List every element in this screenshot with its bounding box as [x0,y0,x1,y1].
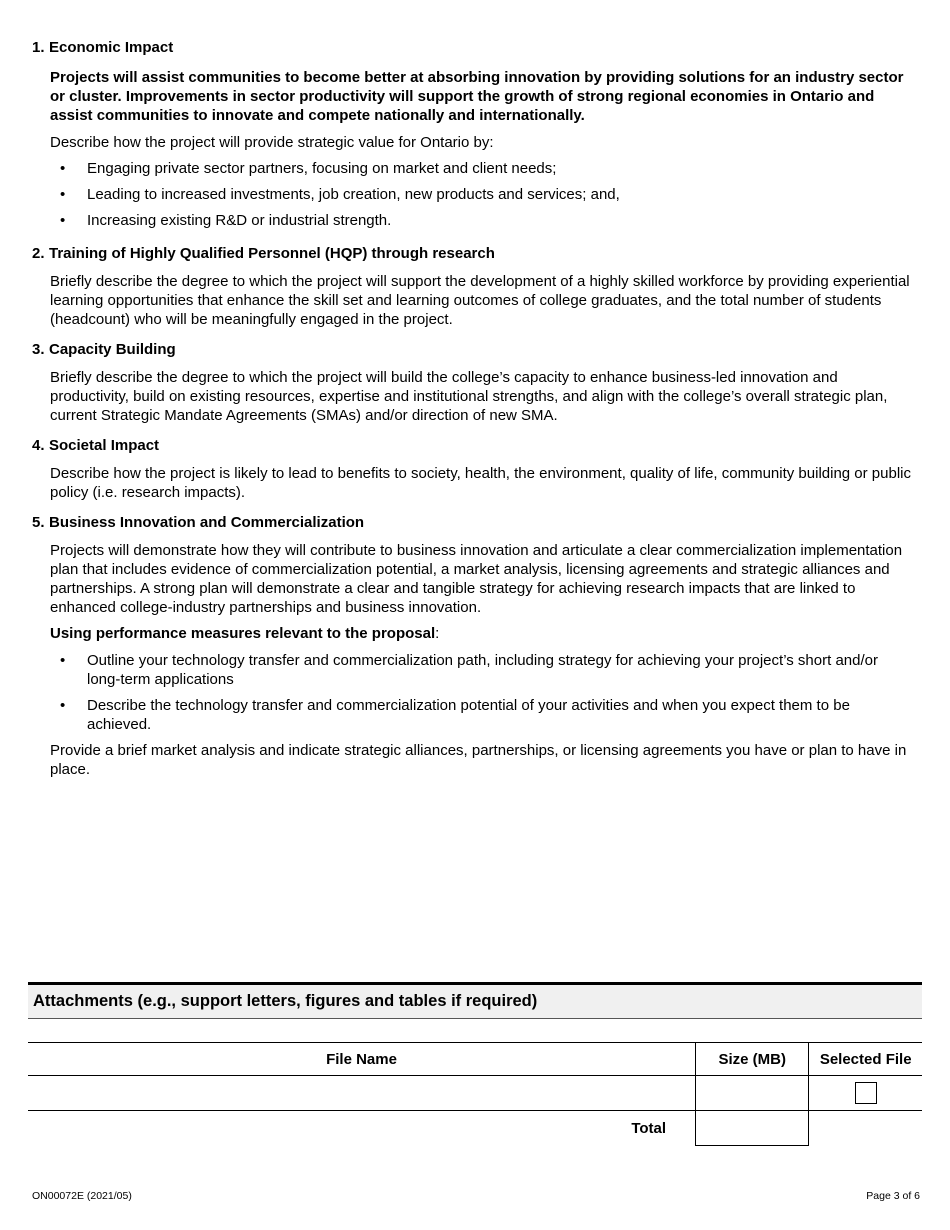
section-heading: 5. Business Innovation and Commercialization [32,514,365,531]
column-header-size: Size (MB) [696,1043,809,1076]
section-closing-text: Provide a brief market analysis and indicate strategic alliances, partnerships, or licensing agreements you have or plan to have in place. [50,742,907,778]
attachments-header [28,982,922,1019]
bullet-item: • Describe the technology transfer and commercialization potential of your activities and when you expect them to be achieved. [60,697,850,733]
section-intro: Describe how the project will provide strategic value for Ontario by: [50,134,494,151]
section-heading: 2. Training of Highly Qualified Personnel (HQP) through research [32,245,495,262]
section-title: Training of Highly Qualified Personnel (HQP) through research [49,245,495,262]
section-heading: 4. Societal Impact [32,437,160,454]
attachments-table [28,1042,922,1146]
bullet-icon: • [60,697,66,714]
section-bold-statement: Projects will assist communities to become better at absorbing innovation by providing solutions for an industry sector or cluster. Improvements in sector productivity will support the growth of strong regional economies in Ontario and assist communities to innovate and compete nationally and internationally. [50,69,904,124]
section-heading: 1. Economic Impact [32,39,174,56]
file-size-cell[interactable] [696,1076,809,1111]
column-header-file-name: File Name [28,1043,696,1076]
section-capacity-building [32,340,912,425]
section-text: Briefly describe the degree to which the project will support the development of a highly skilled workforce by providing experiential learning opportunities that enhance the skill set and learning outcomes of college graduates, and the total number of students (headcount) who will be meaningfully engaged in the project. [50,273,910,328]
criteria-content [32,38,912,779]
selected-file-cell [809,1076,922,1111]
section-title: Business Innovation and Commercialization [49,514,365,531]
section-heading: 3. Capacity Building [32,341,176,358]
bullet-icon: • [60,652,66,669]
bullet-icon: • [60,186,66,203]
bullet-item: • Outline your technology transfer and commercialization path, including strategy for achieving your project’s short and/or long-term applications [60,652,878,688]
total-label: Total [631,1119,667,1137]
total-size-field[interactable] [696,1111,809,1146]
section-business-innovation [32,513,912,779]
section-text: Briefly describe the degree to which the project will build the college’s capacity to enhance business-led innovation and productivity, build on existing resources, expertise and institutional strengths, and align with the college’s overall strategic plan, current Strategic Mandate Agreements (SMAs) and/or direction of new SMA. [50,369,888,424]
section-title: Societal Impact [49,437,160,454]
section-text: Projects will demonstrate how they will contribute to business innovation and articulate a clear commercialization implementation plan that includes evidence of commercialization potential, a market analysis, licensing agreements and strategic alliances and partnerships. A strong plan will demonstrate a clear and tangible strategy for achieving research impacts that are linked to enhanced college-industry partnerships and business innovation. [50,542,903,616]
table-header-row [28,1043,922,1076]
form-number: ON00072E (2021/05) [32,1190,132,1202]
file-name-cell[interactable] [28,1076,696,1111]
section-text: Describe how the project is likely to lead to benefits to society, health, the environment, quality of life, community building or public policy (i.e. research impacts). [50,465,911,501]
bullet-icon: • [60,160,66,177]
performance-measures-label: Using performance measures relevant to the proposal: [50,625,440,642]
attachments-title: Attachments (e.g., support letters, figures and tables if required) [33,992,538,1010]
section-hqp-training [32,244,912,329]
bullet-item: • Engaging private sector partners, focusing on market and client needs; [60,160,557,177]
section-economic-impact [32,38,912,230]
bullet-icon: • [60,212,66,229]
bullet-item: • Leading to increased investments, job creation, new products and services; and, [60,186,620,203]
selected-file-checkbox[interactable] [855,1082,877,1104]
section-title: Economic Impact [49,39,174,56]
table-row [28,1076,922,1111]
section-societal-impact [32,436,912,502]
total-row [28,1111,922,1146]
section-title: Capacity Building [49,341,176,358]
page-number: Page 3 of 6 [866,1190,920,1202]
column-header-selected-file: Selected File [809,1043,922,1076]
bullet-item: • Increasing existing R&D or industrial strength. [60,212,392,229]
